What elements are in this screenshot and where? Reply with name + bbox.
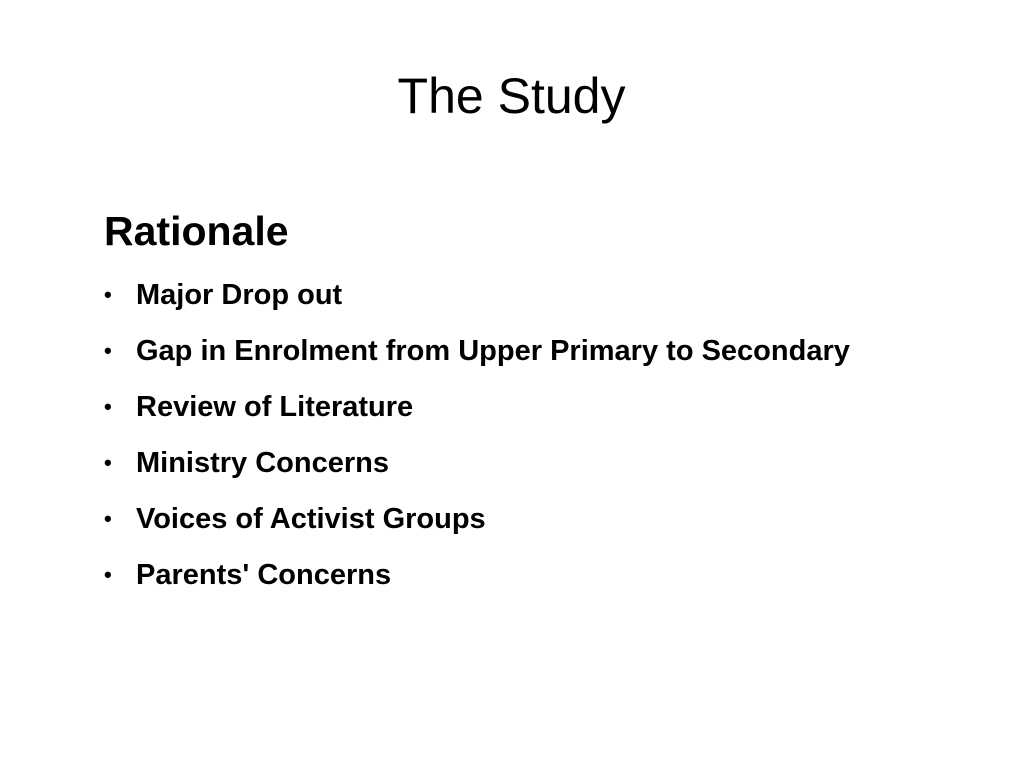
bullet-list <box>104 276 884 612</box>
bullet-icon: • <box>104 562 112 587</box>
bullet-item <box>104 388 884 426</box>
slide-title: The Study <box>397 68 626 124</box>
bullet-icon: • <box>104 338 112 363</box>
bullet-item <box>104 556 884 594</box>
bullet-text: Voices of Activist Groups <box>136 503 486 535</box>
bullet-text: Major Drop out <box>136 279 343 311</box>
bullet-item <box>104 276 884 314</box>
bullet-text: Review of Literature <box>136 391 414 423</box>
bullet-icon: • <box>104 450 112 475</box>
bullet-icon: • <box>104 282 112 307</box>
bullet-item <box>104 332 884 370</box>
bullet-icon: • <box>104 506 112 531</box>
bullet-item <box>104 500 884 538</box>
bullet-text: Ministry Concerns <box>136 447 389 479</box>
bullet-text: Gap in Enrolment from Upper Primary to Secondary <box>136 335 850 367</box>
section-heading: Rationale <box>104 208 289 254</box>
bullet-text: Parents' Concerns <box>136 559 392 591</box>
bullet-item <box>104 444 884 482</box>
bullet-icon: • <box>104 394 112 419</box>
